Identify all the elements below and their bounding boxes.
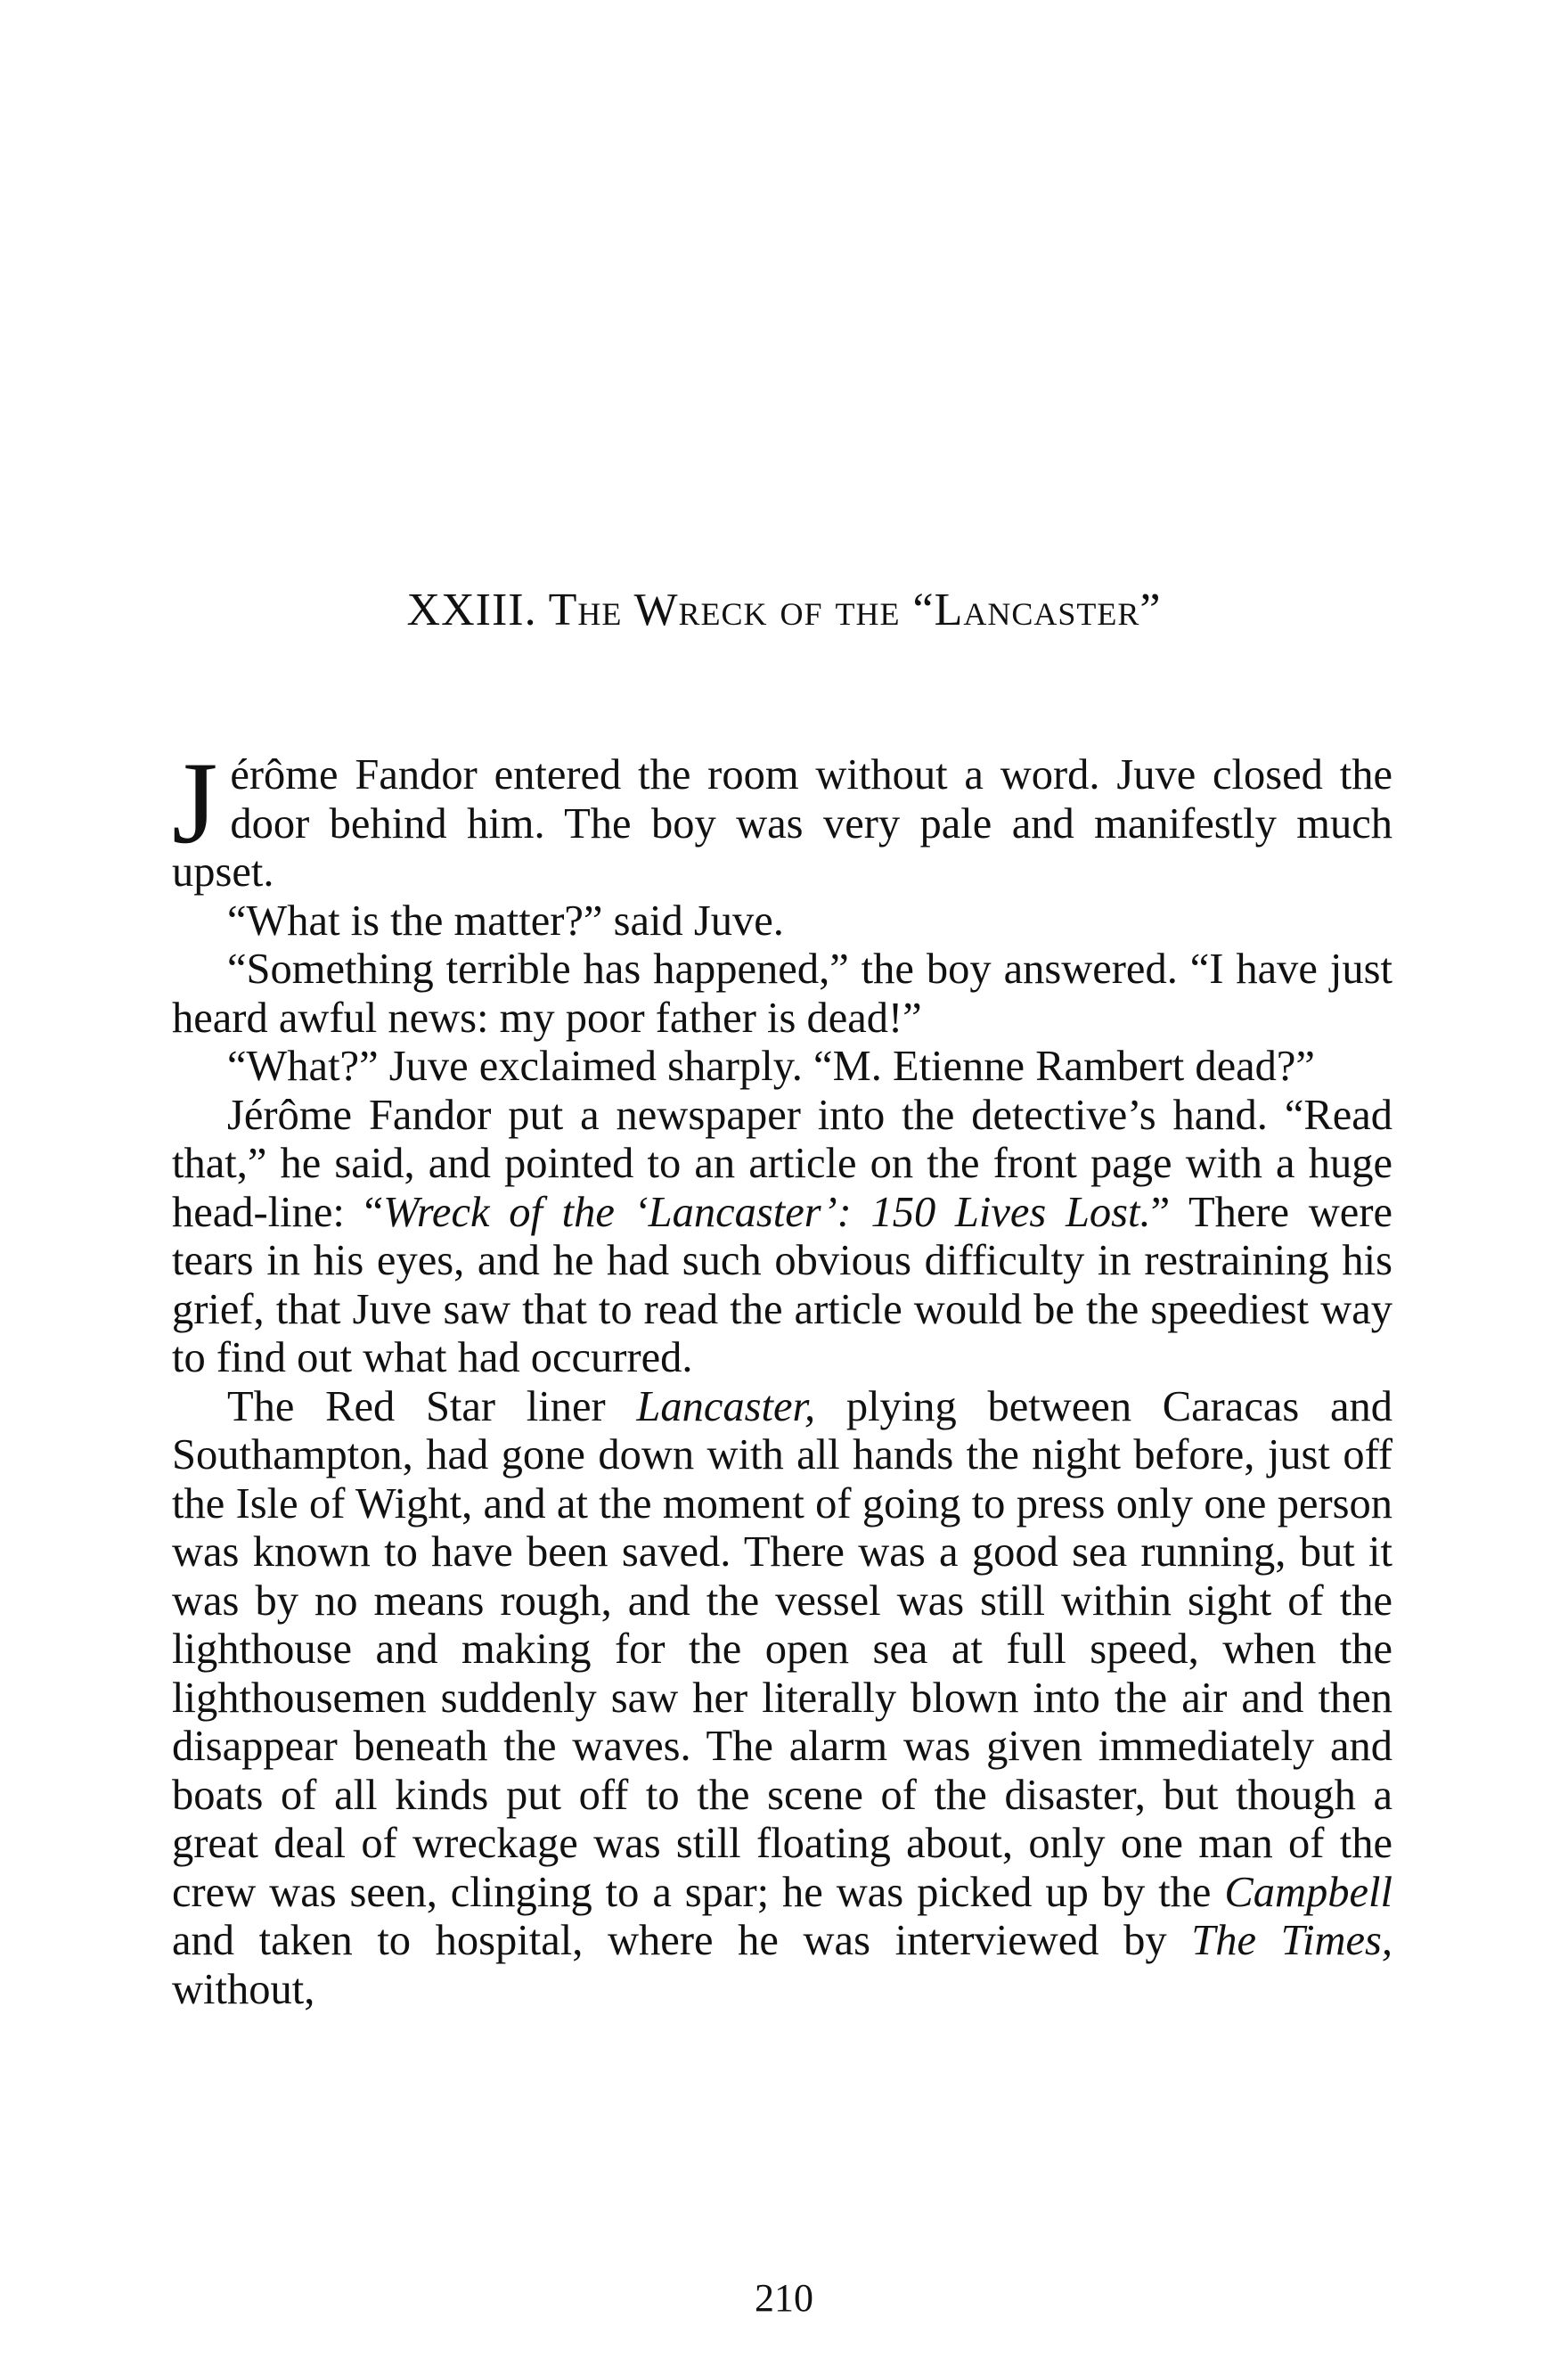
rescue-ship-name: Campbell xyxy=(1224,1868,1392,1916)
paragraph-text: érôme Fandor entered the room without a word. Juve closed the door behind him. The boy was very pale and manifestly much upset. xyxy=(172,751,1392,896)
paragraph-text: and taken to hospital, where he was interviewed by xyxy=(172,1917,1192,1964)
paragraph-text: ” There were tears in his eyes, and he had such obvious difficulty in restraining his grief, that Juve saw that to read the article would be the speediest way to find out what had occurred. xyxy=(172,1188,1392,1381)
newspaper-name: The Times, xyxy=(1191,1917,1393,1964)
paragraph-text: “What is the matter?” said Juve. xyxy=(227,897,784,945)
page-number: 210 xyxy=(755,2276,813,2320)
paragraph-text: plying between Caracas and Southampton, had gone down with all hands the night before, just off the Isle of Wight, and at the moment of going to press only one person was known to have been saved. There was a good sea running, but it was by no means rough, and the vessel was still within sight of the lighthouse and making for the open sea at full speed, when the lighthousemen suddenly saw her literally blown into the air and then disappear beneath the waves. The alarm was given immediately and boats of all kinds put off to the scene of the disaster, but though a great deal of wreckage was still floating about, only one man of the crew was seen, clinging to a spar; he was picked up by the xyxy=(172,1382,1392,1916)
paragraph xyxy=(172,1383,1392,2015)
paragraph-text: The Red Star liner xyxy=(227,1382,637,1430)
paragraph-text: “What?” Juve exclaimed sharply. “M. Etienne Rambert dead?” xyxy=(227,1043,1315,1090)
ship-name: Lancaster, xyxy=(636,1382,816,1430)
paragraph xyxy=(172,1092,1392,1383)
paragraph xyxy=(172,1043,1392,1092)
drop-cap: J xyxy=(172,737,218,868)
chapter-title: XXIII. The Wreck of the “Lancaster” xyxy=(406,585,1162,635)
paragraph-text: “Something terrible has happened,” the boy answered. “I have just heard awful news: my poor father is dead!” xyxy=(172,946,1392,1042)
paragraph-text: Jérôme Fandor put a newspaper into the detective’s hand. “Read that,” he said, and pointed to an article on the front page with a huge head-line: “ xyxy=(172,1091,1392,1236)
paragraph xyxy=(172,737,1392,897)
paragraph xyxy=(172,897,1392,946)
body-text xyxy=(172,737,1393,2014)
paragraph xyxy=(172,946,1392,1043)
paragraph-text: without, xyxy=(172,1965,315,2013)
newspaper-headline: Wreck of the ‘Lancaster’: 150 Lives Lost. xyxy=(383,1188,1151,1236)
